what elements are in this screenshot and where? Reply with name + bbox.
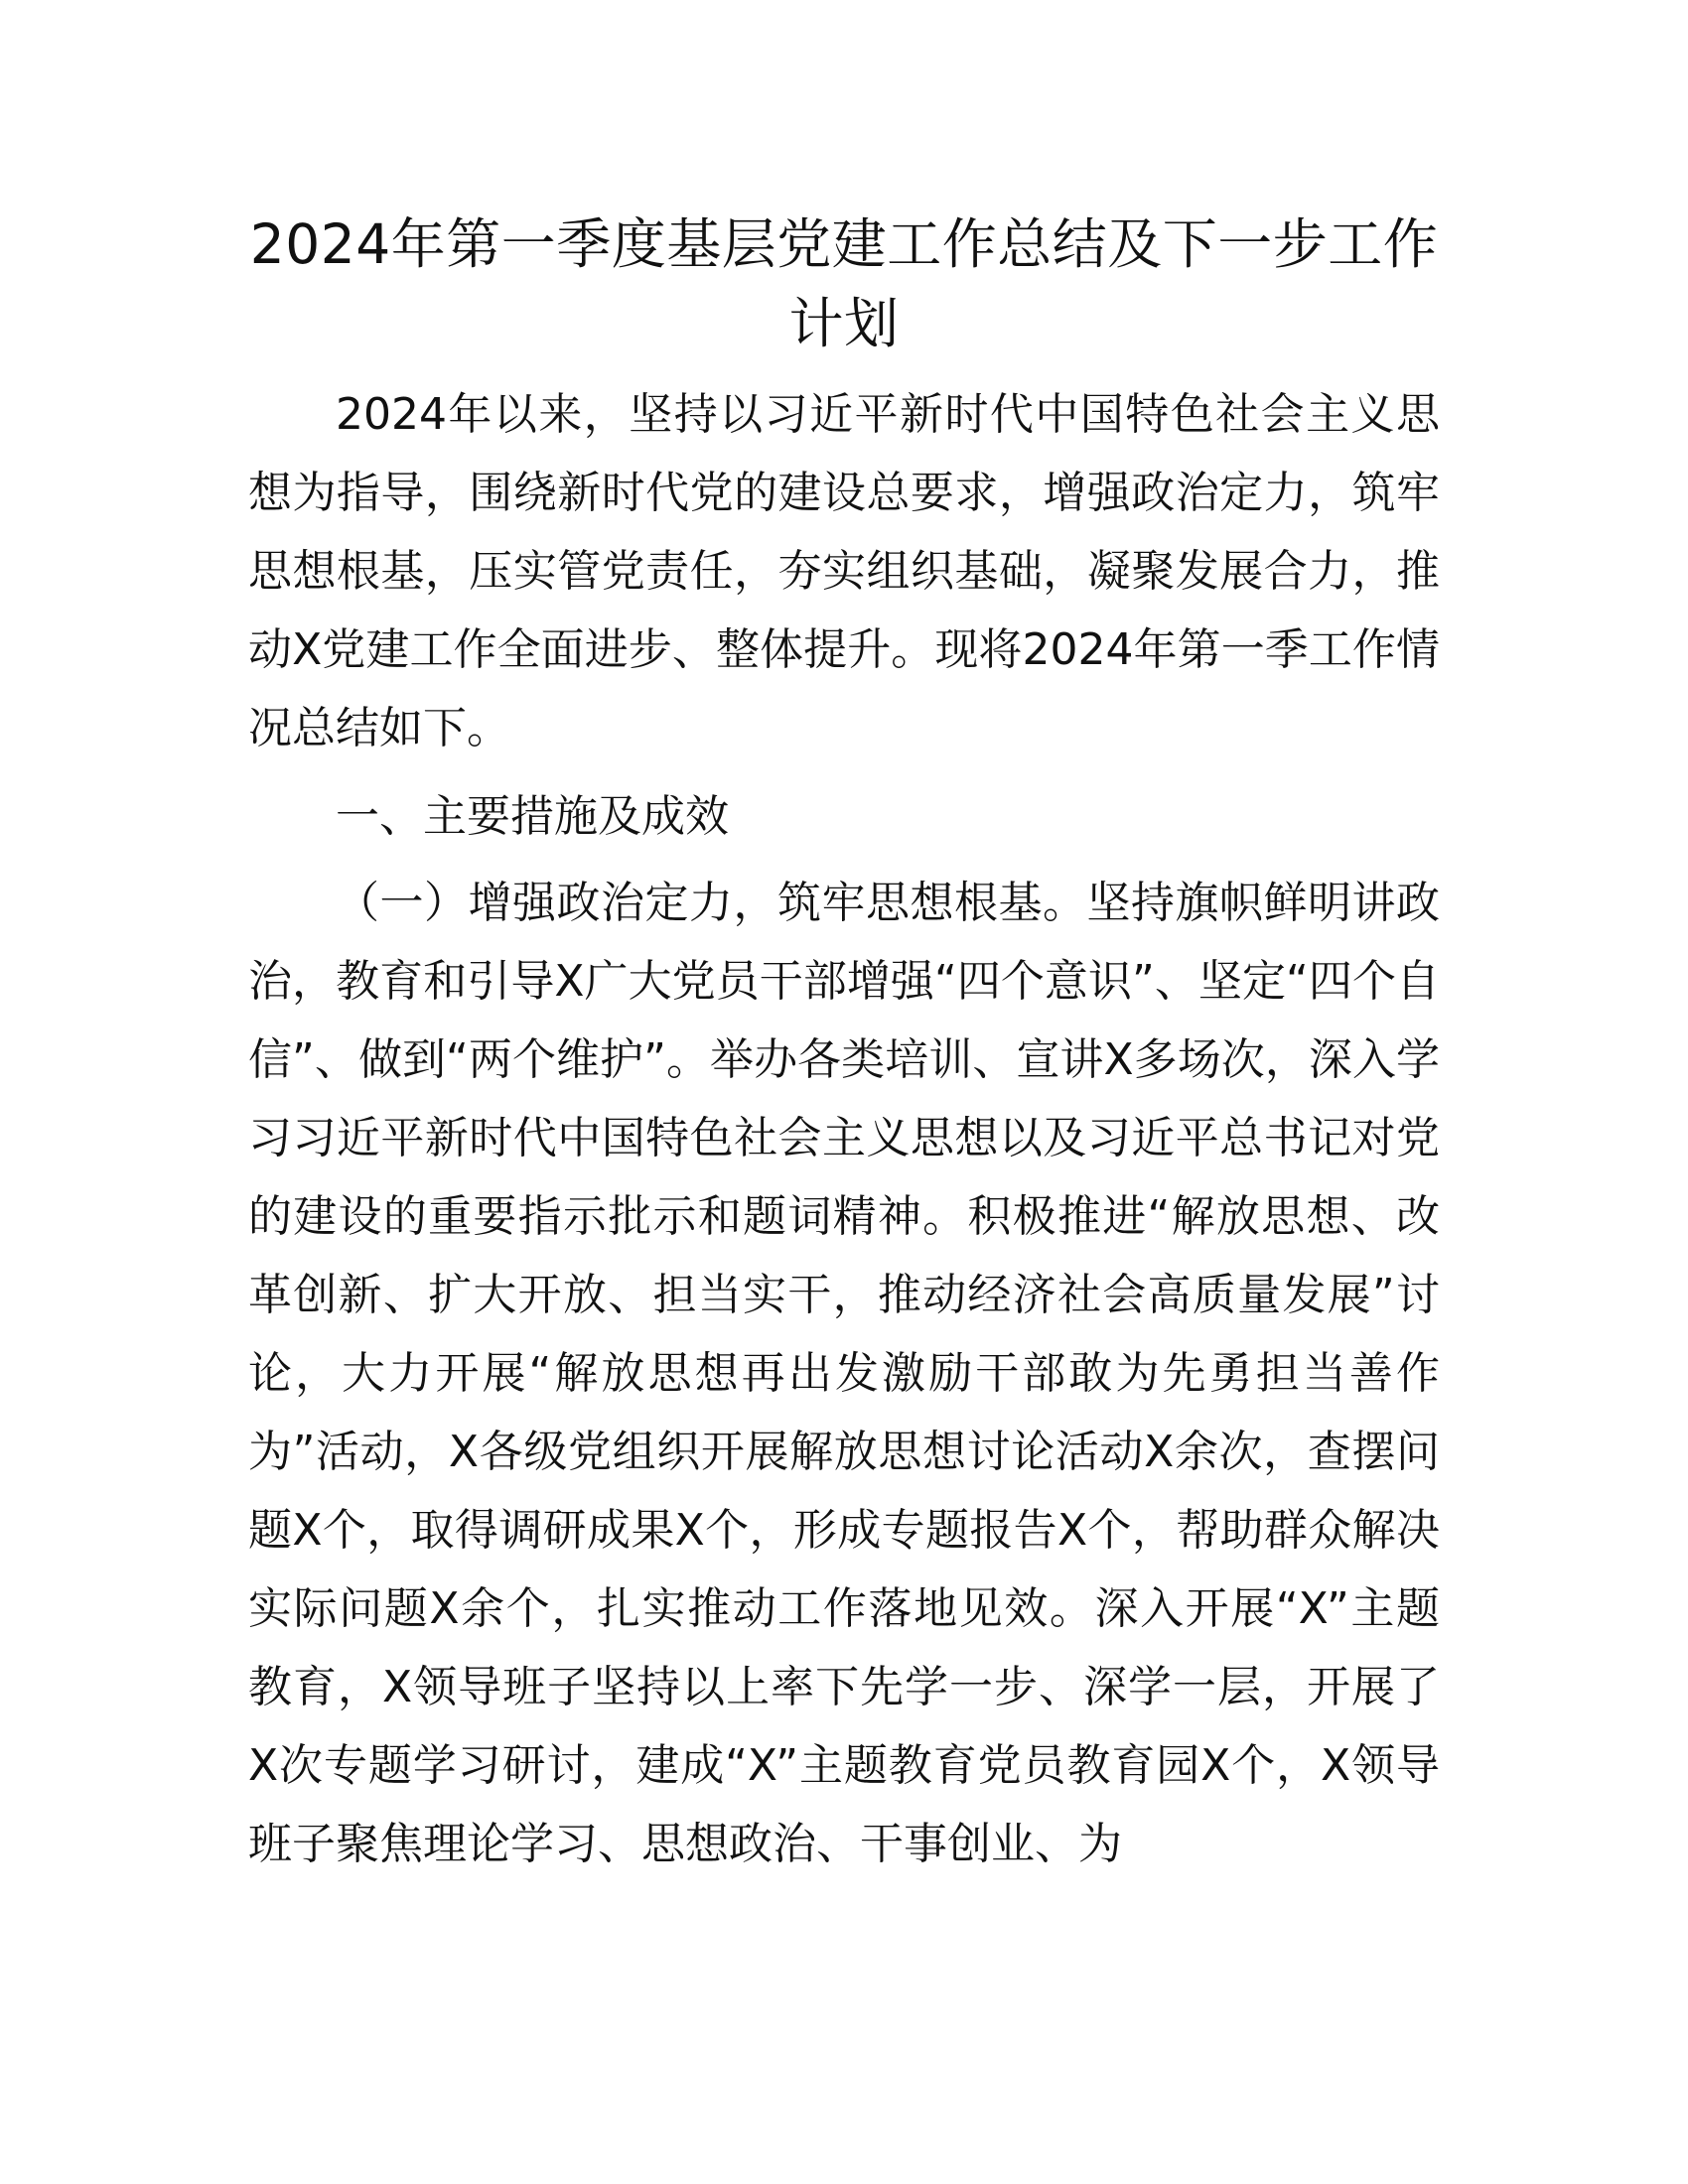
section-heading: 一、主要措施及成效: [336, 791, 729, 842]
section-paragraph: （一）增强政治定力，筑牢思想根基。坚持旗帜鲜明讲政治，教育和引导X广大党员干部增强“四个意识”、坚定“四个自信”、做到“两个维护”。举办各类培训、宣讲X多场次，深入学习习近平新时代中国特色社会主义思想以及习近平总书记对党的建设的重要指示批示和题词精神。积极推进“解放思想、改革创新、扩大开放、担当实干，推动经济社会高质量发展”讨论，大力开展“解放思想再出发激励干部敢为先勇担当善作为”活动，X各级党组织开展解放思想讨论活动X余次，查摆问题X个，取得调研成果X个，形成专题报告X个，帮助群众解决实际问题X余个，扎实推动工作落地见效。深入开展“X”主题教育，X领导班子坚持以上率下先学一步、深学一层，开展了X次专题学习研讨，建成“X”主题教育党员教育园X个，X领导班子聚焦理论学习、思想政治、干事创业、为: [248, 878, 1440, 1869]
intro-paragraph: 2024年以来，坚持以习近平新时代中国特色社会主义思想为指导，围绕新时代党的建设总要求，增强政治定力，筑牢思想根基，压实管党责任，夯实组织基础，凝聚发展合力，推动X党建工作全面进步、整体提升。现将2024年第一季工作情况总结如下。: [248, 389, 1440, 753]
document-title: 2024年第一季度基层党建工作总结及下一步工作计划: [249, 212, 1439, 355]
